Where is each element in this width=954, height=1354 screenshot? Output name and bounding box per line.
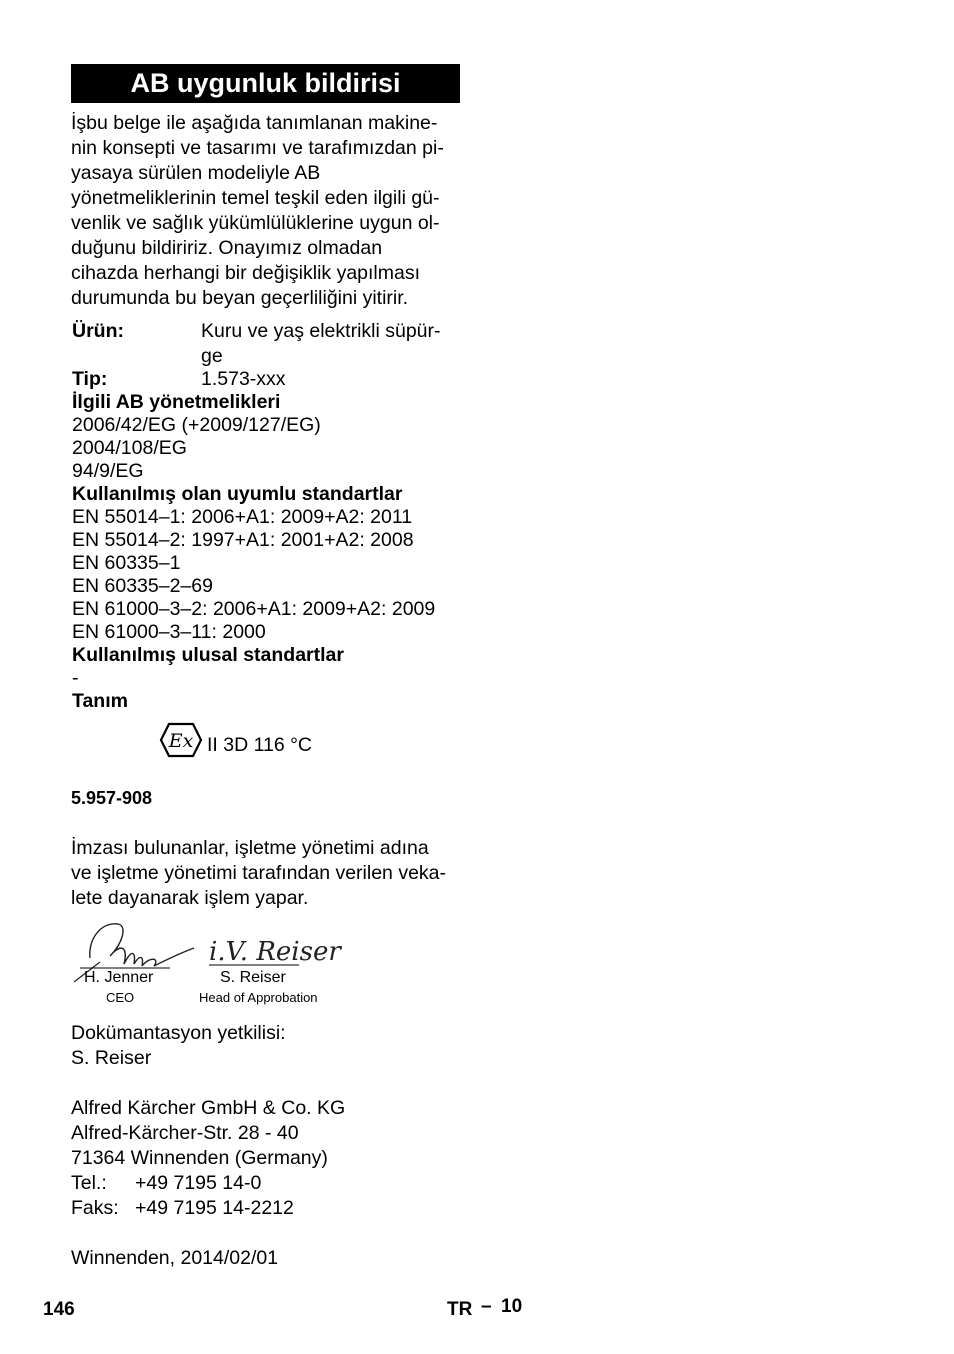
ex-hexagon-icon <box>159 722 203 758</box>
intro-paragraph <box>71 111 471 311</box>
standard-item: EN 60335–2–69 <box>72 575 213 597</box>
intro-line: duğunu bildiririz. Onayımız olmadan <box>71 237 383 259</box>
place-date: Winnenden, 2014/02/01 <box>71 1247 279 1269</box>
standard-item: EN 55014–1: 2006+A1: 2009+A2: 2011 <box>72 506 413 528</box>
fax-row <box>71 1196 471 1221</box>
signatory-name: S. Reiser <box>220 969 286 986</box>
intro-line: nin konsepti ve tasarımı ve tarafımızdan pi- <box>71 137 444 159</box>
type-value: 1.573-xxx <box>201 368 286 390</box>
signatory-role: Head of Approbation <box>199 990 318 1005</box>
signatory-line: lete dayanarak işlem yapar. <box>71 887 309 909</box>
standards-block <box>72 391 492 713</box>
signature-reiser <box>205 930 341 970</box>
standard-item: EN 61000–3–11: 2000 <box>72 621 266 643</box>
standard-item: EN 61000–3–2: 2006+A1: 2009+A2: 2009 <box>72 598 436 620</box>
signatory-line: İmzası bulunanlar, işletme yönetimi adına <box>71 837 429 859</box>
tel-row <box>71 1171 471 1196</box>
intro-line: cihazda herhangi bir değişiklik yapılması <box>71 262 421 284</box>
signatory-role: CEO <box>106 990 135 1005</box>
national-heading: Kullanılmış ulusal standartlar <box>72 644 344 666</box>
company-name: Alfred Kärcher GmbH & Co. KG <box>71 1097 346 1119</box>
documentation-block <box>71 1021 471 1071</box>
address-block <box>71 1096 471 1221</box>
intro-line: venlik ve sağlık yükümlülüklerine uygun ol- <box>71 212 440 234</box>
fax-label: Faks: <box>71 1197 119 1219</box>
national-value: - <box>72 667 79 689</box>
standard-item: EN 60335–1 <box>72 552 181 574</box>
tel-label: Tel.: <box>71 1172 107 1194</box>
ex-symbol-text: Ex <box>168 730 194 752</box>
tel-number: +49 7195 14-0 <box>135 1172 262 1194</box>
page-number: 146 <box>43 1299 75 1320</box>
product-label: Ürün: <box>72 320 124 342</box>
section-page-number: 10 <box>501 1296 523 1317</box>
documentation-label: Dokümantasyon yetkilisi: <box>71 1022 286 1044</box>
page-title: AB uygunluk bildirisi <box>71 64 460 103</box>
signatory-line: ve işletme yönetimi tarafından verilen veka- <box>71 862 447 884</box>
street: Alfred-Kärcher-Str. 28 - 40 <box>71 1122 299 1144</box>
directive-item: 2006/42/EG (+2009/127/EG) <box>72 414 321 436</box>
directives-heading: İlgili AB yönetmelikleri <box>72 391 281 413</box>
city: 71364 Winnenden (Germany) <box>71 1147 328 1169</box>
intro-line: İşbu belge ile aşağıda tanımlanan makine- <box>71 112 438 134</box>
intro-line: durumunda bu beyan geçerliliğini yitirir. <box>71 287 409 309</box>
fax-number: +49 7195 14-2212 <box>135 1197 294 1219</box>
directive-item: 94/9/EG <box>72 460 144 482</box>
signatory-name: H. Jenner <box>84 969 154 986</box>
documentation-name: S. Reiser <box>71 1047 152 1069</box>
intro-line: yasaya sürülen modeliyle AB <box>71 162 321 184</box>
standard-item: EN 55014–2: 1997+A1: 2001+A2: 2008 <box>72 529 414 551</box>
designation-heading: Tanım <box>72 690 128 712</box>
product-value-line1: Kuru ve yaş elektrikli süpür- <box>201 320 441 342</box>
type-label: Tip: <box>72 368 108 390</box>
directive-item: 2004/108/EG <box>72 437 187 459</box>
signature-handwriting: i.V. Reiser <box>209 937 341 967</box>
harmonized-heading: Kullanılmış olan uyumlu standartlar <box>72 483 403 505</box>
language-code: TR <box>447 1299 473 1320</box>
signature-handwriting: Jenner <box>70 918 74 919</box>
signatory-paragraph <box>71 836 471 911</box>
ex-marking: II 3D 116 °C <box>207 734 312 756</box>
product-value-line2: ge <box>201 345 223 367</box>
footer-dash: – <box>481 1296 492 1317</box>
document-number: 5.957-908 <box>71 788 153 808</box>
intro-line: yönetmeliklerinin temel teşkil eden ilgili gü- <box>71 187 440 209</box>
